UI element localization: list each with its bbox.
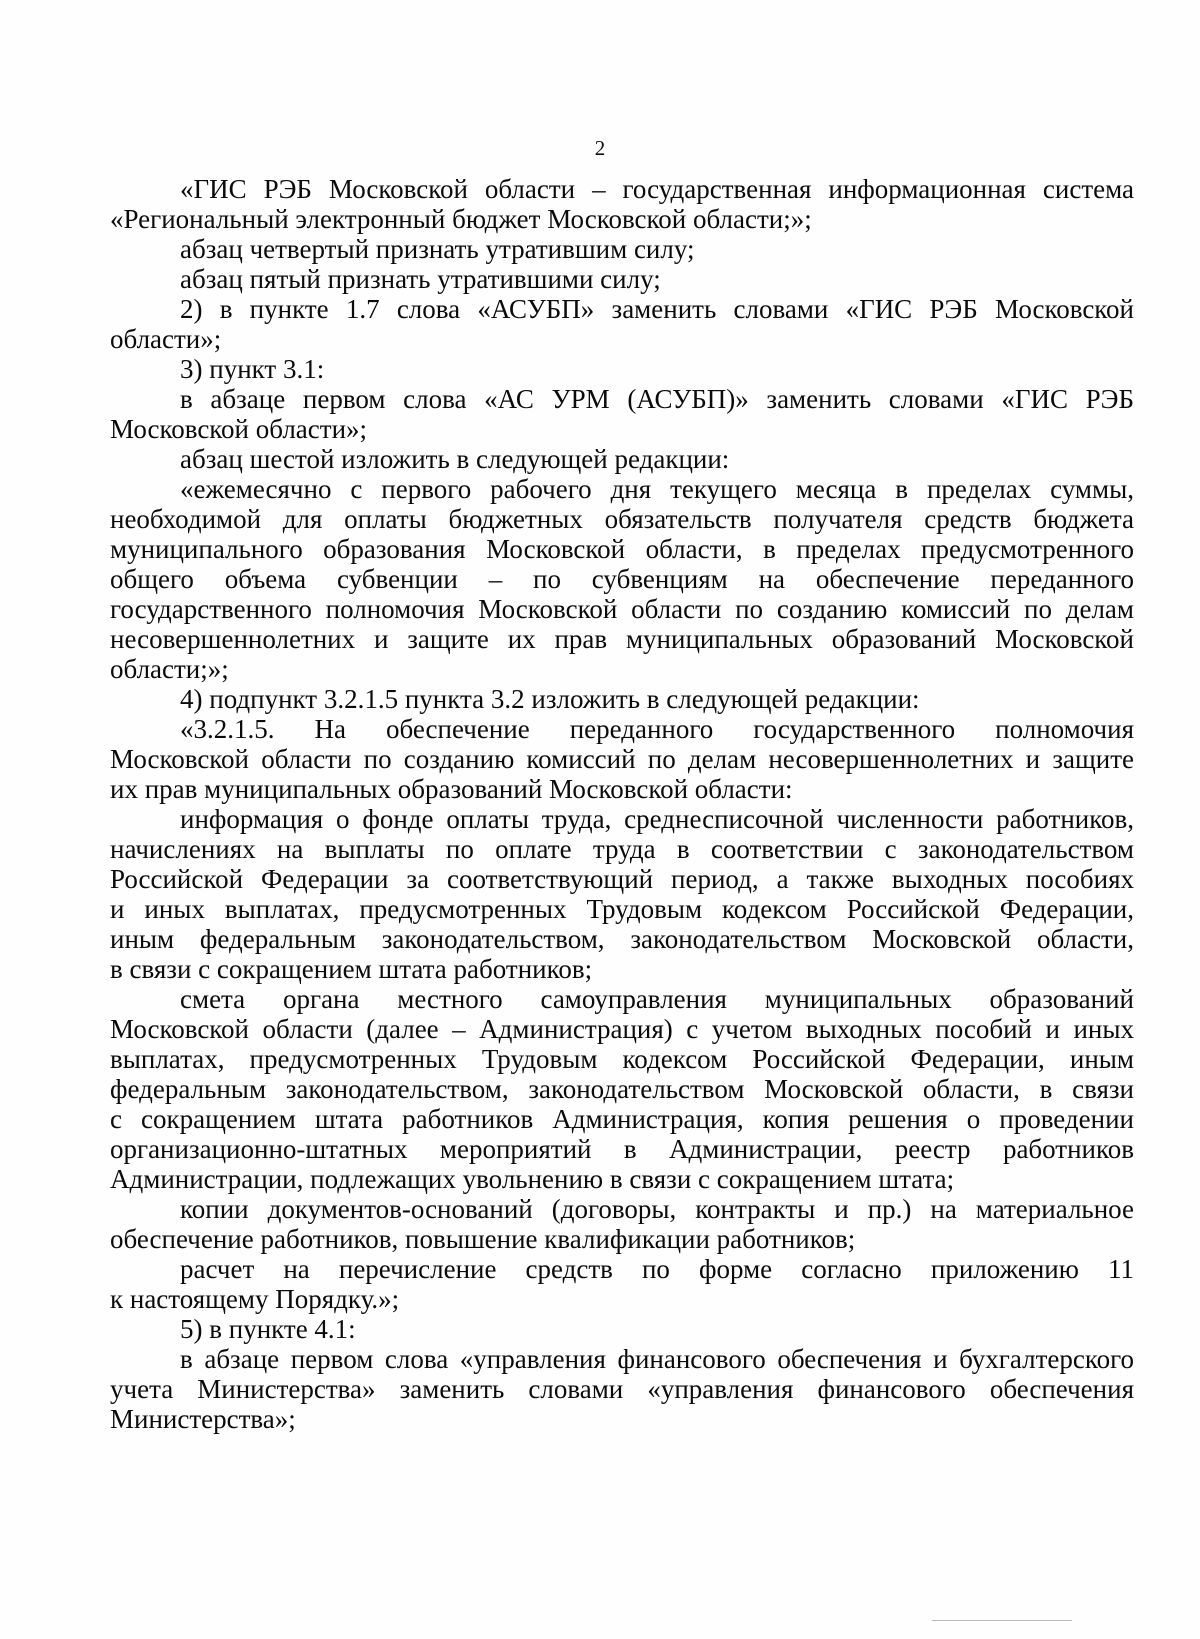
text-line: к настоящему Порядку.»;	[110, 1284, 400, 1314]
text-line: Министерства»;	[110, 1404, 296, 1434]
text-line: информация о фонде оплаты труда, среднесписочной численности работников,	[180, 804, 1134, 834]
text-line: необходимой для оплаты бюджетных обязательств получателя средств бюджета	[110, 504, 1134, 534]
scan-edge-line	[932, 1620, 1072, 1621]
text-line: и иных выплатах, предусмотренных Трудовым кодексом Российской Федерации,	[110, 894, 1134, 924]
text-line: муниципального образования Московской области, в пределах предусмотренного	[110, 534, 1134, 564]
text-line: Московской области по созданию комиссий по делам несовершеннолетних и защите	[110, 744, 1134, 774]
text-line: Московской области (далее – Администрация) с учетом выходных пособий и иных	[110, 1014, 1134, 1044]
text-line: «ежемесячно с первого рабочего дня текущего месяца в пределах суммы,	[180, 474, 1134, 504]
text-line: «3.2.1.5. На обеспечение переданного государственного полномочия	[180, 714, 1134, 744]
text-line: иным федеральным законодательством, законодательством Московской области,	[110, 924, 1134, 954]
text-line: области;»;	[110, 654, 229, 684]
text-line: выплатах, предусмотренных Трудовым кодексом Российской Федерации, иным	[110, 1044, 1134, 1074]
text-line: Московской области»;	[110, 414, 368, 444]
text-line: абзац четвертый признать утратившим силу;	[180, 234, 695, 264]
text-line: расчет на перечисление средств по форме согласно приложению 11	[180, 1254, 1134, 1284]
text-line: начислениях на выплаты по оплате труда в соответствии с законодательством	[110, 834, 1134, 864]
text-line: в абзаце первом слова «АС УРМ (АСУБП)» заменить словами «ГИС РЭБ	[180, 384, 1134, 414]
text-line: учета Министерства» заменить словами «управления финансового обеспечения	[110, 1374, 1134, 1404]
text-line: обеспечение работников, повышение квалификации работников;	[110, 1224, 856, 1254]
text-line: области»;	[110, 324, 222, 354]
text-line: «ГИС РЭБ Московской области – государственная информационная система	[180, 174, 1134, 204]
text-line: 3) пункт 3.1:	[180, 354, 325, 384]
text-line: копии документов-оснований (договоры, контракты и пр.) на материальное	[180, 1194, 1134, 1224]
text-line: в связи с сокращением штата работников;	[110, 954, 593, 984]
text-line: с сокращением штата работников Администрация, копия решения о проведении	[110, 1104, 1134, 1134]
text-line: их прав муниципальных образований Московской области:	[110, 774, 793, 804]
text-line: организационно-штатных мероприятий в Администрации, реестр работников	[110, 1134, 1134, 1164]
text-line: 2) в пункте 1.7 слова «АСУБП» заменить словами «ГИС РЭБ Московской	[180, 294, 1134, 324]
text-line: «Региональный электронный бюджет Московской области;»;	[110, 204, 812, 234]
text-line: 5) в пункте 4.1:	[180, 1314, 356, 1344]
text-line: абзац пятый признать утратившими силу;	[180, 264, 661, 294]
text-line: несовершеннолетних и защите их прав муниципальных образований Московской	[110, 624, 1134, 654]
text-line: общего объема субвенции – по субвенциям на обеспечение переданного	[110, 564, 1134, 594]
text-line: федеральным законодательством, законодательством Московской области, в связи	[110, 1074, 1134, 1104]
text-line: смета органа местного самоуправления муниципальных образований	[180, 984, 1134, 1014]
text-line: абзац шестой изложить в следующей редакции:	[180, 444, 730, 474]
text-line: 4) подпункт 3.2.1.5 пункта 3.2 изложить в следующей редакции:	[180, 684, 920, 714]
page-number: 2	[594, 136, 606, 160]
text-line: государственного полномочия Московской области по созданию комиссий по делам	[110, 594, 1134, 624]
text-line: Российской Федерации за соответствующий период, а также выходных пособиях	[110, 864, 1134, 894]
text-line: Администрации, подлежащих увольнению в связи с сокращением штата;	[110, 1164, 955, 1194]
text-line: в абзаце первом слова «управления финансового обеспечения и бухгалтерского	[180, 1344, 1134, 1374]
